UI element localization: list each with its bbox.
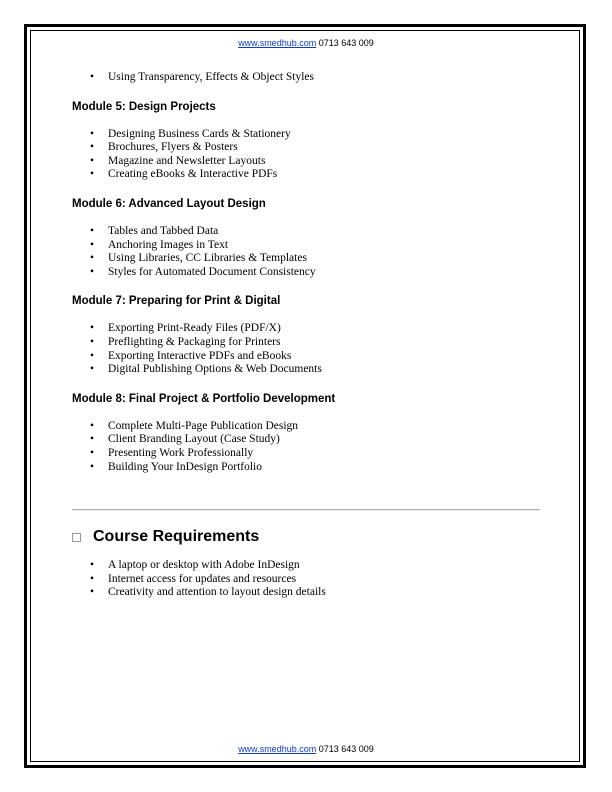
bullet: • <box>90 141 95 154</box>
bullet: • <box>90 460 95 473</box>
list-item: • Exporting Interactive PDFs and eBooks <box>90 349 292 362</box>
bullet: • <box>90 265 95 278</box>
bullet: • <box>90 349 95 362</box>
module-title: Module 6: Advanced Layout Design <box>72 197 266 210</box>
module-7-section <box>72 295 542 376</box>
bullet: • <box>90 127 95 140</box>
list-item: • Building Your InDesign Portfolio <box>90 460 262 473</box>
footer-website-link[interactable]: www.smedhub.com <box>238 744 317 754</box>
list-item: • Internet access for updates and resources <box>90 572 297 585</box>
list-item: • Anchoring Images in Text <box>90 238 229 251</box>
list-item: • Complete Multi-Page Publication Design <box>90 419 299 432</box>
list-item: • Using Transparency, Effects & Object Styles <box>90 71 315 83</box>
bullet: • <box>90 224 95 237</box>
page-header <box>0 38 612 48</box>
module-8-section <box>72 393 542 474</box>
list-item: • Styles for Automated Document Consistency <box>90 265 316 278</box>
bullet: • <box>90 446 95 459</box>
list-item: • Designing Business Cards & Stationery <box>90 127 291 140</box>
bullet: • <box>90 154 95 167</box>
bullet: • <box>90 433 95 446</box>
list-item: • Presenting Work Professionally <box>90 446 254 459</box>
module-title: Module 8: Final Project & Portfolio Development <box>72 392 336 405</box>
bullet: • <box>90 168 95 181</box>
list-item: • Tables and Tabbed Data <box>90 224 219 237</box>
bullet: • <box>90 335 95 348</box>
bullet: • <box>90 419 95 432</box>
list-item: • Exporting Print-Ready Files (PDF/X) <box>90 322 281 335</box>
requirements-title: Course Requirements <box>93 528 260 545</box>
bullet: • <box>90 238 95 251</box>
module-list <box>72 225 542 279</box>
bullet: • <box>90 572 95 585</box>
bullet: • <box>90 363 95 376</box>
list-item: • Client Branding Layout (Case Study) <box>90 433 280 446</box>
module-title: Module 5: Design Projects <box>72 100 216 113</box>
checkbox-icon <box>72 533 81 542</box>
footer-phone: 0713 643 009 <box>318 744 374 754</box>
list-item: • Using Libraries, CC Libraries & Templates <box>90 252 307 265</box>
module-list <box>72 128 542 182</box>
list-item: • Magazine and Newsletter Layouts <box>90 154 266 167</box>
header-website-link[interactable]: www.smedhub.com <box>238 38 317 48</box>
bullet: • <box>90 559 95 571</box>
list-item: • Preflighting & Packaging for Printers <box>90 335 281 348</box>
list-item: • A laptop or desktop with Adobe InDesign <box>90 559 300 571</box>
requirements-list <box>72 559 542 600</box>
page-footer <box>0 744 612 754</box>
module-5-section <box>72 101 542 182</box>
bullet: • <box>90 71 95 83</box>
header-phone: 0713 643 009 <box>318 38 374 48</box>
document-body <box>72 71 542 474</box>
list-item: • Brochures, Flyers & Posters <box>90 141 238 154</box>
intro-list <box>72 71 542 85</box>
bullet: • <box>90 252 95 265</box>
bullet: • <box>90 586 95 599</box>
list-item: • Creating eBooks & Interactive PDFs <box>90 168 278 181</box>
module-6-section <box>72 198 542 279</box>
section-divider <box>72 509 540 511</box>
module-list <box>72 322 542 376</box>
module-title: Module 7: Preparing for Print & Digital <box>72 295 281 308</box>
module-list <box>72 420 542 474</box>
course-requirements-section <box>72 528 542 600</box>
bullet: • <box>90 322 95 335</box>
requirements-heading <box>72 528 542 546</box>
list-item: • Digital Publishing Options & Web Documents <box>90 363 322 376</box>
list-item: • Creativity and attention to layout design details <box>90 586 326 599</box>
